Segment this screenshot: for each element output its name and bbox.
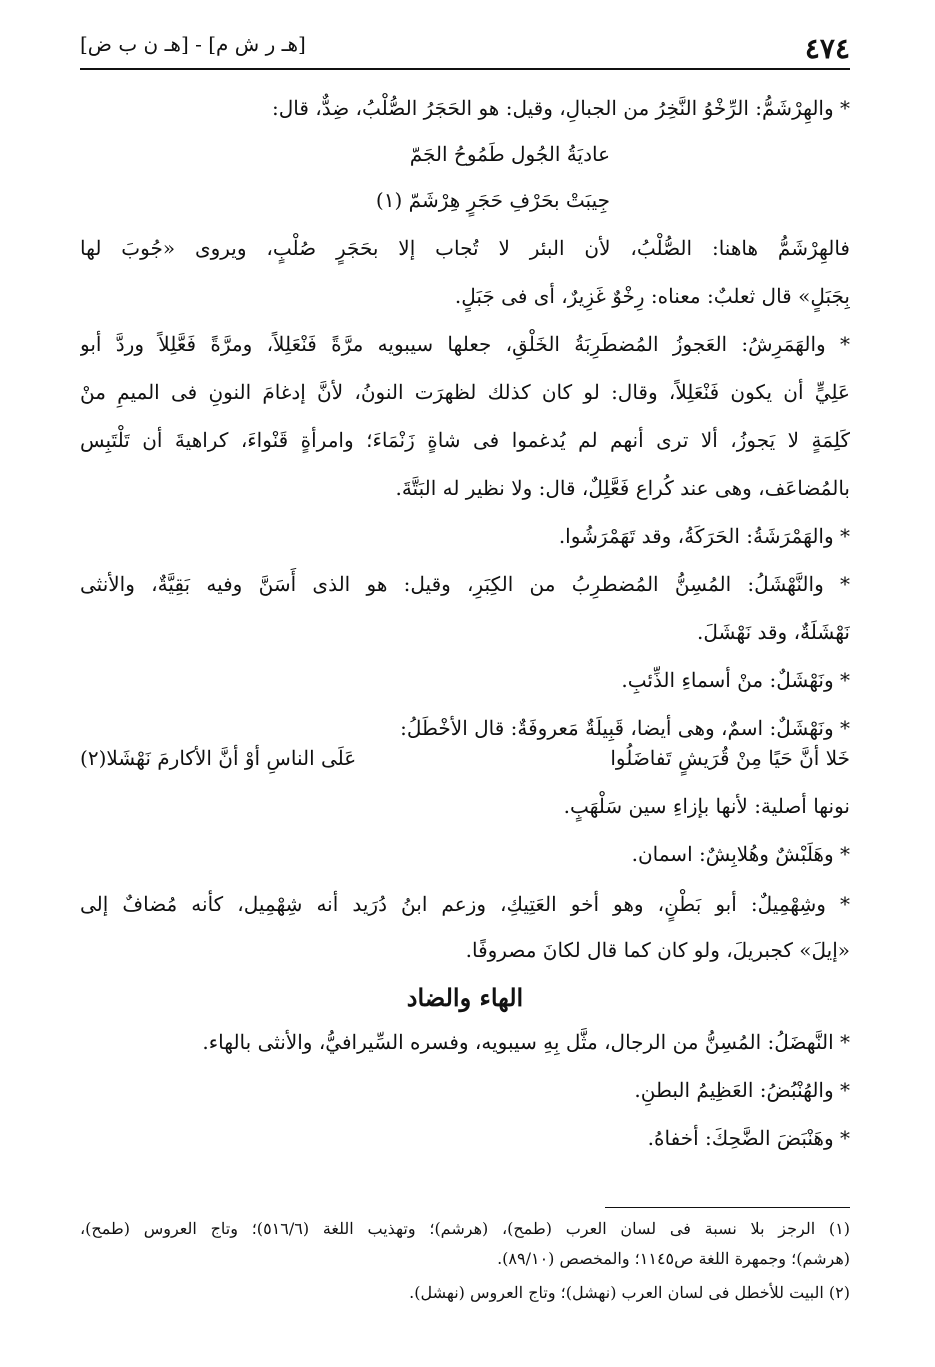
entry-line: عَلِيٍّ أن يكون فَنْعَلِلاً، وقال: لو كان كذلك لظهرَت النونُ، لأنَّ إدغامَ النونِ فى الميمِ منْ [80, 380, 850, 404]
entry-line: «إيلَ» كجبريلَ، ولو كان كما قال لكانَ مصروفًا. [465, 938, 850, 962]
entry-line: * وهَلَبْشٌ وهُلابِشٌ: اسمان. [631, 842, 850, 866]
verse-line: عاديَةُ الجُول طَمُوحُ الجَمّ [409, 142, 610, 166]
verse-line: جِيبَتْ بحَرْفِ حَجَرٍ هِرْشَمّ (١) [375, 188, 610, 212]
entry-line: * ونَهْشَلٌ: اسمٌ، وهى أيضا، قَبِيلَةٌ مَعروفَةٌ: قال الأخْطَلُ: [400, 716, 850, 740]
entry-line: فالهِرْشَمُّ هاهنا: الصُّلْبُ، لأن البئر لا تُجاب إلا بحَجَرٍ صُلْبٍ، ويروى «جُوبَ لها [80, 236, 850, 260]
entry-line: * والهِرْشَمُّ: الرِّخْوُ النَّخِرُ من الجبالِ، وقيل: هو الحَجَرُ الصُّلْبُ، ضِدٌّ، قال: [271, 96, 850, 120]
entry-line: * والنَّهْشَلُ: المُسِنُّ المُضطرِبُ من الكِبَرِ، وقيل: هو الذى أَسَنَّ وفيه بَقِيَّةٌ، والأنثى [80, 572, 850, 596]
verse-couplet [80, 738, 850, 778]
entry-line: نَهْشَلَةٌ، وقد نَهْشَلَ. [697, 620, 850, 644]
entry-line: * والهَمْرَشَةُ: الحَرَكَةُ، وقد تَهَمْرَشُوا. [558, 524, 850, 548]
footnote-line: (١) الرجز بلا نسبة فى لسان العرب (طمح)، (هرشم)؛ وتهذيب اللغة (٥١٦/٦)؛ وتاج العروس (طمح)، [80, 1219, 850, 1238]
footnote-line: (٢) البيت للأخطل فى لسان العرب (نهشل)؛ وتاج العروس (نهشل). [409, 1283, 850, 1302]
entry-line: نونها أصلية: لأنها بإزاءِ سين سَلْهَبٍ. [563, 794, 850, 818]
footnote-divider [605, 1207, 850, 1208]
entry-line: كَلِمَةٍ لا يَجوزُ، ألا ترى أنهم لم يُدغموا فى شاةٍ زَنْمَاءَ؛ وامرأةٍ قَنْواءَ، كراهيةَ أن تَلْتَبِس [80, 428, 850, 452]
entry-line: * والهُنْبُضُ: العَظِيمُ البطنِ. [634, 1078, 850, 1102]
entry-line: * وهَنْبَضَ الضَّحِكَ: أخفاهُ. [647, 1126, 850, 1150]
entry-line: * ونَهْشَلٌ: منْ أسماءِ الذِّئبِ. [621, 668, 850, 692]
page-header [80, 22, 850, 70]
running-head: [هـ ر ش م] - [هـ ن ب ض] [80, 32, 306, 56]
entry-line: * النَّهضَلُ: المُسِنُّ من الرجال، مثَّل بِهِ سيبويه، وفسره السِّيرافيُّ، والأنثى بالهاء. [202, 1030, 850, 1054]
section-title: الهاء والضاد [406, 983, 524, 1012]
page-number: ٤٧٤ [804, 32, 850, 65]
entry-line: * وشِهْمِيلٌ: أبو بَطْنٍ، وهو أخو العَتِيكِ، وزعم ابنُ دُرَيد أنه شِهْمِيل، كأنه مُضافٌ إلى [80, 892, 850, 916]
footnote-line: (هرشم)؛ وجمهرة اللغة ص١١٤٥؛ والمخصص (٨٩/١٠). [497, 1249, 850, 1268]
entry-line: بِجَبَلٍ» قال ثعلبٌ: معناه: رِخْوٌ غَزِيرٌ، أى فى جَبَلٍ. [454, 284, 850, 308]
entry-line: بالمُضاعَف، وهى عند كُراع فَعَّلِلٌ، قال: ولا نظير له البَتَّةَ. [395, 476, 850, 500]
entry-line: * والهَمَرِشُ: العَجوزُ المُضطَرِبَةُ الخَلْقِ، جعلها سيبويه مرَّةً فَنْعَلِلاً، ومرَّةً فَعَّلِلاً وردَّ أبو [80, 332, 850, 356]
verse-first-hemistich: خَلا أنَّ حَيًا مِنْ قُرَيشٍ تَفاضَلُوا [610, 746, 850, 770]
verse-second-hemistich: عَلَى الناسِ أوْ أنَّ الأكارمَ نَهْشَلا(٢) [80, 746, 357, 770]
